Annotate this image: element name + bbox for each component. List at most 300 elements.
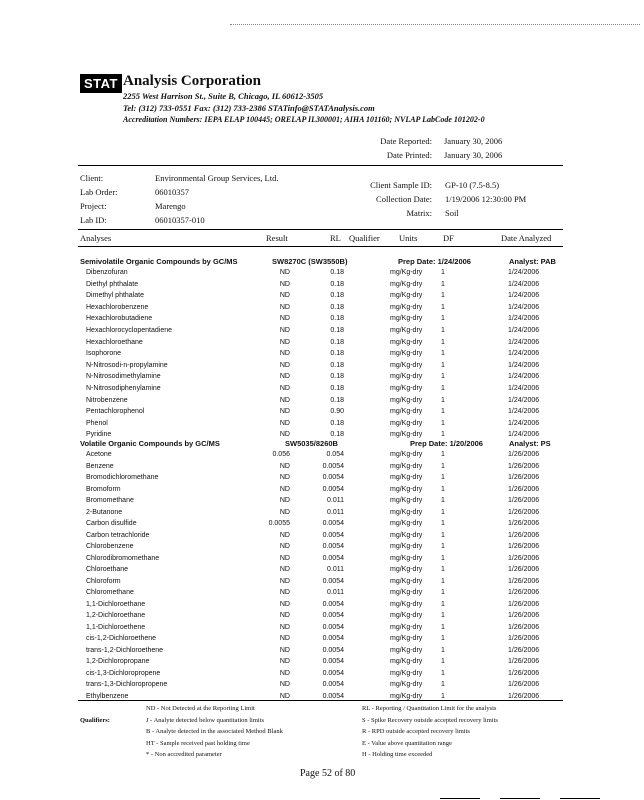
table-row [0,589,644,601]
date-analyzed: 1/24/2006 [508,292,540,300]
dilution-factor: 1 [441,303,445,311]
analyte-name: Hexachlorobutadiene [86,315,153,323]
analyte-name: N-Nitrosodi-n-propylamine [86,361,168,369]
lab-id: 06010357-010 [155,215,205,225]
client-label: Client: [80,173,104,183]
units: mg/Kg-dry [390,419,423,427]
table-row [0,292,644,304]
dilution-factor: 1 [441,292,445,300]
col-result: Result [266,233,288,243]
matrix-label: Matrix: [406,208,432,218]
section-method: SW8270C (SW3550B) [272,257,348,266]
analyte-name: trans-1,3-Dichloropropene [86,681,168,688]
table-row [0,670,644,682]
units: mg/Kg-dry [390,635,423,642]
result-value: ND [279,612,290,619]
dilution-factor: 1 [441,692,445,700]
result-value: ND [279,385,290,392]
date-reported: January 30, 2006 [444,136,503,146]
dilution-factor: 1 [441,431,445,439]
dilution-factor: 1 [441,474,445,481]
company-name: Analysis Corporation [123,73,261,89]
reporting-limit: 0.0054 [322,474,344,481]
analyte-name: Dimethyl phthalate [86,292,144,300]
table-row [0,647,644,659]
reporting-limit: 0.0054 [322,658,344,665]
table-row [0,463,644,475]
analyte-name: Carbon tetrachloride [86,531,150,539]
dilution-factor: 1 [441,566,445,573]
table-row [0,532,644,544]
dilution-factor: 1 [441,315,445,323]
dilution-factor: 1 [441,485,445,493]
table-row [0,624,644,636]
section-analyst: Analyst: PS [509,439,551,448]
analyte-name: Hexachlorocyclopentadiene [86,327,172,334]
collection-date-label: Collection Date: [376,194,432,204]
dilution-factor: 1 [441,531,445,539]
dilution-factor: 1 [441,462,445,470]
reporting-limit: 0.011 [327,497,344,504]
units: mg/Kg-dry [390,531,423,539]
analyte-name: Bromodichloromethane [86,474,159,481]
section-title: Volatile Organic Compounds by GC/MS [80,439,220,448]
analyte-name: Chlorobenzene [86,543,134,550]
reporting-limit: 0.0054 [322,485,344,493]
dilution-factor: 1 [441,280,445,288]
units: mg/Kg-dry [390,269,423,276]
date-analyzed: 1/24/2006 [508,419,540,427]
result-value: ND [279,431,290,439]
bottom-scan-mark [560,798,600,799]
lab-order-label: Lab Order: [80,187,118,197]
col-qualifier: Qualifier [349,233,380,243]
date-analyzed: 1/26/2006 [508,646,540,654]
reporting-limit: 0.18 [330,292,344,300]
accreditation-numbers: Accreditation Numbers: IEPA ELAP 100445; ORELAP IL300001; AIHA 101160; NVLAP LabCode 101202-0 [123,115,485,124]
bottom-scan-mark [500,798,540,799]
dilution-factor: 1 [441,327,445,334]
date-analyzed: 1/26/2006 [508,635,540,642]
table-row [0,451,644,463]
reporting-limit: 0.18 [330,303,344,311]
dilution-factor: 1 [441,554,445,562]
units: mg/Kg-dry [390,497,423,504]
units: mg/Kg-dry [390,566,423,573]
units: mg/Kg-dry [390,327,423,334]
dilution-factor: 1 [441,338,445,346]
result-value: ND [279,531,290,539]
table-row [0,555,644,567]
reporting-limit: 0.0054 [322,600,344,608]
col-analyses: Analyses [80,233,112,243]
date-printed: January 30, 2006 [444,150,503,160]
col-rl: RL [330,233,341,243]
dilution-factor: 1 [441,589,445,596]
dilution-factor: 1 [441,497,445,504]
result-value: ND [279,600,290,608]
date-analyzed: 1/26/2006 [508,543,540,550]
units: mg/Kg-dry [390,303,423,311]
reporting-limit: 0.18 [330,361,344,369]
analyte-name: Benzene [86,462,114,470]
table-row [0,693,644,705]
dilution-factor: 1 [441,612,445,619]
units: mg/Kg-dry [390,338,423,346]
reporting-limit: 0.011 [327,566,344,573]
result-value: ND [279,396,290,404]
table-row [0,566,644,578]
analyte-name: N-Nitrosodimethylamine [86,373,161,381]
result-value: ND [279,497,290,504]
analyte-name: Bromomethane [86,497,134,504]
result-value: ND [279,292,290,300]
reporting-limit: 0.18 [330,338,344,346]
reporting-limit: 0.011 [327,508,344,516]
reporting-limit: 0.18 [330,373,344,381]
section-prep-date: Prep Date: 1/24/2006 [398,257,471,266]
units: mg/Kg-dry [390,669,423,677]
bottom-scan-mark [440,798,480,799]
result-value: ND [279,373,290,381]
reporting-limit: 0.011 [327,589,344,596]
project-label: Project: [80,201,107,211]
reporting-limit: 0.0054 [322,646,344,654]
date-analyzed: 1/26/2006 [508,658,540,665]
result-value: ND [279,669,290,677]
table-row [0,474,644,486]
result-value: ND [279,303,290,311]
result-value: 0.056 [272,451,290,458]
table-row [0,408,644,420]
table-row [0,601,644,613]
analyte-name: Chloroform [86,577,121,585]
top-scan-line [230,24,640,25]
dilution-factor: 1 [441,635,445,642]
date-analyzed: 1/24/2006 [508,396,540,404]
section-prep-date: Prep Date: 1/20/2006 [410,439,483,448]
analyte-name: Dibenzofuran [86,269,128,276]
reporting-limit: 0.0054 [322,462,344,470]
analyte-name: 1,2-Dichloropropane [86,658,150,665]
dilution-factor: 1 [441,520,445,527]
analyte-name: Pyridine [86,431,112,439]
table-row [0,658,644,670]
dilution-factor: 1 [441,419,445,427]
reporting-limit: 0.0054 [322,531,344,539]
analyte-name: 1,1-Dichloroethane [86,600,146,608]
units: mg/Kg-dry [390,520,423,527]
qualifier-definition: RL - Reporting / Quantitation Limit for the analysis [362,705,497,712]
analyte-name: cis-1,3-Dichloropropene [86,669,161,677]
dilution-factor: 1 [441,646,445,654]
result-value: ND [279,554,290,562]
result-value: ND [279,577,290,585]
date-analyzed: 1/26/2006 [508,531,540,539]
units: mg/Kg-dry [390,612,423,619]
info-divider [78,229,563,230]
table-row [0,543,644,555]
date-analyzed: 1/26/2006 [508,485,540,493]
units: mg/Kg-dry [390,474,423,481]
legend-divider [78,700,563,701]
result-value: ND [279,419,290,427]
reporting-limit: 0.0054 [322,612,344,619]
analyte-name: Hexachloroethane [86,338,143,346]
units: mg/Kg-dry [390,373,423,381]
dilution-factor: 1 [441,658,445,665]
date-analyzed: 1/26/2006 [508,520,540,527]
units: mg/Kg-dry [390,462,423,470]
units: mg/Kg-dry [390,280,423,288]
table-row [0,339,644,351]
date-analyzed: 1/24/2006 [508,327,540,334]
analyte-name: Phenol [86,419,108,427]
reporting-limit: 0.18 [330,385,344,392]
reporting-limit: 0.18 [330,315,344,323]
qualifier-definition: S - Spike Recovery outside accepted recovery limits [362,716,498,724]
date-analyzed: 1/26/2006 [508,451,540,458]
analyte-name: cis-1,2-Dichloroethene [86,635,157,642]
date-analyzed: 1/26/2006 [508,600,540,608]
table-row [0,350,644,362]
result-value: ND [279,474,290,481]
company-contact: Tel: (312) 733-0551 Fax: (312) 733-2386 STATinfo@STATAnalysis.com [123,103,375,113]
dilution-factor: 1 [441,600,445,608]
column-header-divider [78,246,563,247]
section-title: Semivolatile Organic Compounds by GC/MS [80,257,238,266]
analyte-name: Acetone [86,451,112,458]
date-analyzed: 1/26/2006 [508,612,540,619]
result-value: ND [279,681,290,688]
units: mg/Kg-dry [390,658,423,665]
section-analyst: Analyst: PAB [509,257,556,266]
reporting-limit: 0.18 [330,396,344,404]
date-analyzed: 1/24/2006 [508,269,540,276]
units: mg/Kg-dry [390,589,423,596]
date-analyzed: 1/24/2006 [508,315,540,323]
dilution-factor: 1 [441,681,445,688]
qualifier-definition: B - Analyte detected in the associated Method Blank [146,728,283,735]
result-value: ND [279,623,290,631]
result-value: ND [279,408,290,416]
date-analyzed: 1/26/2006 [508,623,540,631]
date-analyzed: 1/26/2006 [508,497,540,504]
client-sample-id-label: Client Sample ID: [370,180,432,190]
qualifier-definition: E - Value above quantitation range [362,739,452,747]
analyte-name: Diethyl phthalate [86,280,139,288]
reporting-limit: 0.0054 [322,543,344,550]
company-address: 2255 West Harrison St., Suite B, Chicago, IL 60612-3505 [123,91,324,101]
analyte-name: N-Nitrosodiphenylamine [86,385,161,392]
section-method: SW5035/8260B [285,439,338,448]
result-value: ND [279,485,290,493]
reporting-limit: 0.0054 [322,623,344,631]
result-value: 0.0055 [268,520,290,527]
analyte-name: Nitrobenzene [86,396,128,404]
table-row [0,362,644,374]
dilution-factor: 1 [441,408,445,416]
table-row [0,397,644,409]
date-analyzed: 1/24/2006 [508,280,540,288]
date-analyzed: 1/24/2006 [508,303,540,311]
table-row [0,578,644,590]
col-units: Units [399,233,418,243]
header-divider [78,165,563,166]
date-analyzed: 1/26/2006 [508,577,540,585]
table-row [0,327,644,339]
result-value: ND [279,566,290,573]
units: mg/Kg-dry [390,508,423,516]
col-df: DF [443,233,454,243]
page-number: Page 52 of 80 [300,768,356,779]
result-value: ND [279,338,290,346]
result-value: ND [279,361,290,369]
reporting-limit: 0.18 [330,431,344,439]
client-name: Environmental Group Services, Ltd. [155,173,279,183]
table-row [0,681,644,693]
qualifier-definition: H - Holding time exceeded [362,751,433,758]
units: mg/Kg-dry [390,350,423,358]
dilution-factor: 1 [441,543,445,550]
date-analyzed: 1/24/2006 [508,431,540,439]
table-row [0,420,644,432]
reporting-limit: 0.0054 [322,669,344,677]
units: mg/Kg-dry [390,554,423,562]
units: mg/Kg-dry [390,543,423,550]
table-row [0,304,644,316]
reporting-limit: 0.0054 [322,577,344,585]
table-row [0,520,644,532]
reporting-limit: 0.18 [330,269,344,276]
reporting-limit: 0.054 [326,451,344,458]
reporting-limit: 0.18 [330,280,344,288]
dilution-factor: 1 [441,577,445,585]
date-analyzed: 1/26/2006 [508,692,540,700]
reporting-limit: 0.18 [330,327,344,334]
analyte-name: Chloromethane [86,589,134,596]
date-analyzed: 1/26/2006 [508,566,540,573]
matrix: Soil [445,208,459,218]
date-analyzed: 1/26/2006 [508,554,540,562]
qualifier-definition: ND - Not Detected at the Reporting Limit [146,705,255,712]
reporting-limit: 0.0054 [322,681,344,688]
units: mg/Kg-dry [390,385,423,392]
client-sample-id: GP-10 (7.5-8.5) [445,180,500,190]
dilution-factor: 1 [441,451,445,458]
dilution-factor: 1 [441,361,445,369]
analyte-name: Pentachlorophenol [86,408,145,416]
date-analyzed: 1/26/2006 [508,508,540,516]
date-analyzed: 1/24/2006 [508,373,540,381]
units: mg/Kg-dry [390,681,423,688]
result-value: ND [279,692,290,700]
units: mg/Kg-dry [390,396,423,404]
date-analyzed: 1/26/2006 [508,669,540,677]
stat-logo: STAT [80,74,122,93]
table-row [0,635,644,647]
reporting-limit: 0.0054 [322,692,344,700]
table-row [0,612,644,624]
units: mg/Kg-dry [390,692,423,700]
date-analyzed: 1/24/2006 [508,361,540,369]
analyte-name: Ethylbenzene [86,692,129,700]
result-value: ND [279,350,290,358]
date-printed-label: Date Printed: [386,150,432,160]
analyte-name: Chlorodibromomethane [86,554,160,562]
result-value: ND [279,646,290,654]
reporting-limit: 0.18 [330,350,344,358]
result-value: ND [279,635,290,642]
table-row [0,281,644,293]
result-value: ND [279,462,290,470]
reporting-limit: 0.0054 [322,520,344,527]
dilution-factor: 1 [441,385,445,392]
analyte-name: Carbon disulfide [86,520,137,527]
reporting-limit: 0.18 [330,419,344,427]
units: mg/Kg-dry [390,292,423,300]
table-row [0,497,644,509]
date-analyzed: 1/26/2006 [508,681,540,688]
date-analyzed: 1/24/2006 [508,338,540,346]
date-analyzed: 1/26/2006 [508,589,540,596]
result-value: ND [279,658,290,665]
result-value: ND [279,508,290,516]
qualifiers-label: Qualifiers: [80,717,110,724]
result-value: ND [279,269,290,276]
table-row [0,385,644,397]
units: mg/Kg-dry [390,600,423,608]
result-value: ND [279,327,290,334]
reporting-limit: 0.0054 [322,554,344,562]
units: mg/Kg-dry [390,431,423,439]
units: mg/Kg-dry [390,646,423,654]
units: mg/Kg-dry [390,361,423,369]
dilution-factor: 1 [441,373,445,381]
date-analyzed: 1/24/2006 [508,385,540,392]
analyte-name: 2-Butanone [86,508,123,516]
table-row [0,373,644,385]
qualifier-definition: * - Non accredited parameter [146,751,222,758]
dilution-factor: 1 [441,396,445,404]
analyte-name: 1,1-Dichloroethene [86,623,146,631]
analyte-name: Isophorone [86,350,122,358]
analyte-name: trans-1,2-Dichloroethene [86,646,164,654]
table-row [0,486,644,498]
qualifier-definition: HT - Sample received past holding time [146,739,250,747]
date-analyzed: 1/26/2006 [508,474,540,481]
date-analyzed: 1/26/2006 [508,462,540,470]
analyte-name: Hexachlorobenzene [86,303,149,311]
reporting-limit: 0.90 [330,408,344,416]
units: mg/Kg-dry [390,623,423,631]
lab-order: 06010357 [155,187,189,197]
qualifier-definition: J - Analyte detected below quantitation limits [146,716,265,724]
col-date-analyzed: Date Analyzed [501,233,552,243]
table-row [0,509,644,521]
date-analyzed: 1/24/2006 [508,350,540,358]
units: mg/Kg-dry [390,577,423,585]
dilution-factor: 1 [441,508,445,516]
result-value: ND [279,280,290,288]
lab-id-label: Lab ID: [80,215,107,225]
qualifier-definition: R - RPD outside accepted recovery limits [362,728,470,735]
table-row [0,315,644,327]
project: Marengo [155,201,186,211]
dilution-factor: 1 [441,350,445,358]
result-value: ND [279,543,290,550]
units: mg/Kg-dry [390,315,423,323]
